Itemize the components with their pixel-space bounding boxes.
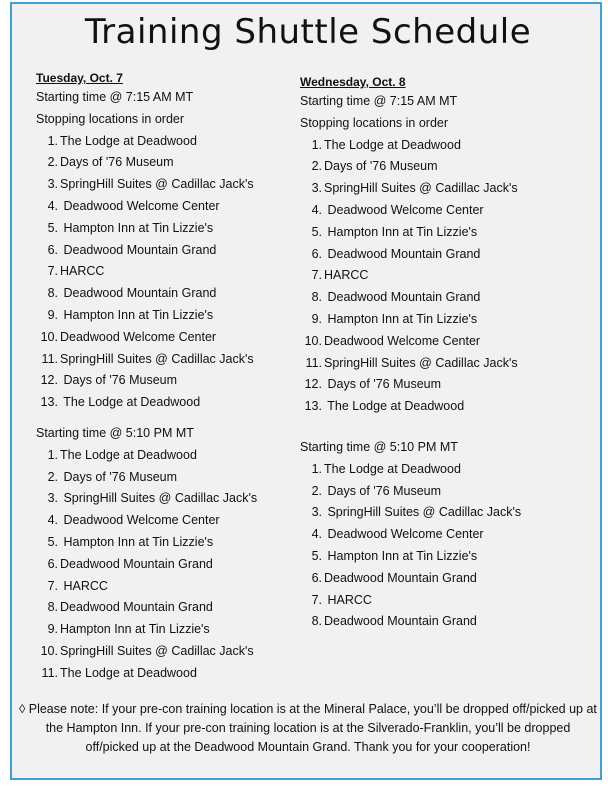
- stop-item: [36, 174, 298, 196]
- stop-number: 2.: [47, 469, 58, 484]
- stop-number: 9.: [311, 311, 322, 326]
- stop-item: [36, 510, 298, 532]
- stop-item: [36, 488, 298, 510]
- stop-name: SpringHill Suites @ Cadillac Jack's: [60, 643, 254, 658]
- stop-name: The Lodge at Deadwood: [60, 447, 197, 462]
- stop-name: Hampton Inn at Tin Lizzie's: [60, 307, 214, 322]
- stop-name: Deadwood Mountain Grand: [324, 246, 481, 261]
- stop-number: 12.: [40, 373, 58, 388]
- schedule-panel: [10, 2, 602, 780]
- start-time-morning: Starting time @ 7:15 AM MT: [36, 90, 194, 104]
- stop-number: 11.: [41, 665, 58, 680]
- stop-name: Deadwood Welcome Center: [324, 333, 481, 348]
- stop-name: Deadwood Welcome Center: [60, 513, 220, 528]
- stop-number: 13.: [40, 395, 58, 410]
- stop-item: [36, 261, 298, 283]
- stop-item: [300, 331, 590, 353]
- stop-item: [36, 554, 298, 576]
- stop-name: SpringHill Suites @ Cadillac Jack's: [60, 177, 254, 192]
- stop-name: The Lodge at Deadwood: [324, 399, 465, 414]
- stop-name: The Lodge at Deadwood: [324, 137, 461, 152]
- stop-number: 6.: [47, 242, 58, 257]
- stop-name: Days of '76 Museum: [60, 155, 174, 170]
- stop-number: 2.: [311, 159, 322, 174]
- stop-number: 4.: [311, 202, 322, 217]
- stop-item: [300, 611, 590, 633]
- stop-item: [36, 619, 298, 641]
- stop-item: [300, 135, 590, 157]
- start-time-evening: Starting time @ 5:10 PM MT: [36, 425, 194, 440]
- stop-number: 11.: [305, 355, 322, 370]
- wednesday-column: [300, 74, 590, 633]
- stop-item: [300, 459, 590, 481]
- stop-name: SpringHill Suites @ Cadillac Jack's: [60, 491, 258, 506]
- stop-number: 9.: [47, 307, 58, 322]
- stops-order-label: Stopping locations in order: [36, 111, 185, 126]
- stop-name: Days of '76 Museum: [324, 159, 438, 174]
- stop-name: The Lodge at Deadwood: [60, 395, 201, 410]
- stop-number: 12.: [304, 377, 322, 392]
- stop-number: 8.: [311, 614, 322, 629]
- stop-name: Deadwood Mountain Grand: [324, 290, 481, 305]
- stop-number: 2.: [311, 483, 322, 498]
- stop-number: 10.: [304, 333, 322, 348]
- stop-number: 1.: [47, 447, 58, 462]
- stop-number: 6.: [47, 556, 58, 571]
- shuttle-note: ◊ Please note: If your pre-con training location is at the Mineral Palace, you’ll be dropped off/picked up at the Hampton Inn. If your pre-con training location is at the Silverado-Franklin, you’ll be dropped off/picked up at the Deadwood Mountain Grand. Thank you for your cooperation!: [19, 702, 597, 754]
- stop-item: [300, 178, 590, 200]
- stop-number: 6.: [311, 246, 322, 261]
- stop-number: 10.: [40, 643, 58, 658]
- stop-item: [36, 663, 298, 685]
- stop-item: [36, 305, 298, 327]
- stop-list-evening: [300, 459, 590, 633]
- stop-name: Deadwood Mountain Grand: [324, 570, 477, 585]
- stop-name: Deadwood Welcome Center: [324, 527, 484, 542]
- stop-item: [300, 222, 590, 244]
- stop-list-morning: [36, 131, 298, 414]
- stop-item: [36, 370, 298, 392]
- stop-name: SpringHill Suites @ Cadillac Jack's: [324, 505, 522, 520]
- stop-number: 9.: [47, 622, 58, 637]
- stop-name: The Lodge at Deadwood: [324, 461, 461, 476]
- stop-name: SpringHill Suites @ Cadillac Jack's: [60, 351, 254, 366]
- stop-name: Hampton Inn at Tin Lizzie's: [60, 622, 210, 637]
- stop-item: [36, 641, 298, 663]
- stop-name: Hampton Inn at Tin Lizzie's: [60, 220, 214, 235]
- stop-number: 1.: [47, 133, 58, 148]
- stop-number: 5.: [47, 220, 58, 235]
- start-time-morning: Starting time @ 7:15 AM MT: [300, 94, 458, 108]
- stop-number: 5.: [47, 534, 58, 549]
- stop-item: [300, 590, 590, 612]
- stop-item: [300, 265, 590, 287]
- stop-number: 4.: [311, 527, 322, 542]
- stop-number: 7.: [47, 264, 58, 279]
- stop-name: Days of '76 Museum: [324, 483, 442, 498]
- stop-item: [300, 374, 590, 396]
- stop-item: [36, 327, 298, 349]
- stop-number: 3.: [311, 181, 322, 196]
- stop-item: [300, 287, 590, 309]
- stop-name: Deadwood Mountain Grand: [60, 286, 217, 301]
- stop-name: HARCC: [324, 592, 372, 607]
- stop-name: Hampton Inn at Tin Lizzie's: [60, 534, 214, 549]
- stop-number: 8.: [47, 286, 58, 301]
- stop-name: Deadwood Mountain Grand: [324, 614, 477, 629]
- stop-name: Days of '76 Museum: [324, 377, 442, 392]
- stops-order-label: Stopping locations in order: [300, 115, 449, 130]
- stop-number: 4.: [47, 198, 58, 213]
- stop-name: HARCC: [60, 578, 108, 593]
- stop-name: Deadwood Welcome Center: [60, 329, 217, 344]
- stop-number: 4.: [47, 513, 58, 528]
- stop-number: 3.: [47, 177, 58, 192]
- stop-name: The Lodge at Deadwood: [60, 133, 197, 148]
- stop-item: [300, 502, 590, 524]
- stop-name: HARCC: [324, 268, 369, 283]
- stop-item: [36, 532, 298, 554]
- stop-list-evening: [36, 445, 298, 685]
- stop-name: Days of '76 Museum: [60, 373, 178, 388]
- stop-number: 13.: [304, 399, 322, 414]
- stop-number: 8.: [47, 600, 58, 615]
- stop-name: Deadwood Welcome Center: [324, 202, 484, 217]
- stop-number: 1.: [311, 137, 322, 152]
- page-title: Training Shuttle Schedule: [84, 12, 532, 52]
- stop-item: [300, 568, 590, 590]
- stop-item: [36, 349, 298, 371]
- stop-name: HARCC: [60, 264, 105, 279]
- stop-item: [300, 396, 590, 418]
- stop-item: [300, 353, 590, 375]
- stop-name: Days of '76 Museum: [60, 469, 178, 484]
- stop-number: 6.: [311, 570, 322, 585]
- day-heading-wednesday: Wednesday, Oct. 8: [300, 75, 406, 89]
- stop-item: [36, 576, 298, 598]
- stop-item: [300, 156, 590, 178]
- stop-number: 7.: [311, 592, 322, 607]
- stop-item: [36, 597, 298, 619]
- stop-item: [36, 467, 298, 489]
- stop-item: [36, 131, 298, 153]
- stop-number: 2.: [47, 155, 58, 170]
- stop-item: [300, 244, 590, 266]
- stop-number: 3.: [311, 505, 322, 520]
- stop-item: [36, 152, 298, 174]
- stop-name: SpringHill Suites @ Cadillac Jack's: [324, 355, 518, 370]
- stop-name: Deadwood Mountain Grand: [60, 242, 217, 257]
- stop-item: [36, 283, 298, 305]
- start-time-evening: Starting time @ 5:10 PM MT: [300, 439, 458, 454]
- stop-name: Hampton Inn at Tin Lizzie's: [324, 224, 478, 239]
- stop-name: Hampton Inn at Tin Lizzie's: [324, 548, 478, 563]
- stop-number: 8.: [311, 290, 322, 305]
- stop-item: [36, 392, 298, 414]
- stop-item: [300, 524, 590, 546]
- stop-name: Deadwood Mountain Grand: [60, 556, 213, 571]
- stop-name: Deadwood Mountain Grand: [60, 600, 213, 615]
- stop-name: The Lodge at Deadwood: [60, 665, 197, 680]
- stop-number: 3.: [47, 491, 58, 506]
- stop-name: SpringHill Suites @ Cadillac Jack's: [324, 181, 518, 196]
- stop-number: 10.: [40, 329, 58, 344]
- day-heading-tuesday: Tuesday, Oct. 7: [36, 71, 123, 85]
- stop-item: [36, 445, 298, 467]
- stop-item: [300, 546, 590, 568]
- stop-number: 7.: [47, 578, 58, 593]
- stop-item: [300, 309, 590, 331]
- stop-number: 5.: [311, 224, 322, 239]
- stop-number: 11.: [41, 351, 58, 366]
- stop-item: [300, 481, 590, 503]
- stop-item: [36, 196, 298, 218]
- stop-item: [36, 240, 298, 262]
- tuesday-column: [36, 70, 298, 685]
- stop-name: Hampton Inn at Tin Lizzie's: [324, 311, 478, 326]
- stop-item: [36, 218, 298, 240]
- stop-name: Deadwood Welcome Center: [60, 198, 220, 213]
- stop-number: 1.: [311, 461, 322, 476]
- stop-list-morning: [300, 135, 590, 418]
- stop-number: 5.: [311, 548, 322, 563]
- stop-number: 7.: [311, 268, 322, 283]
- stop-item: [300, 200, 590, 222]
